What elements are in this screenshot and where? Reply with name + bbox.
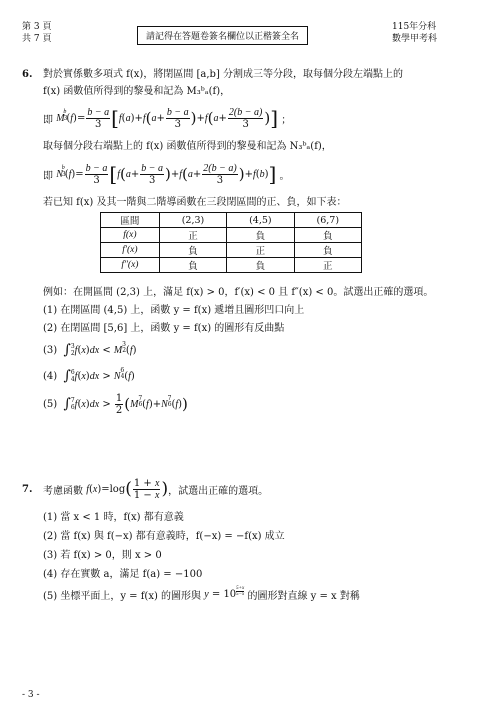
table-cell: f′(x) bbox=[101, 243, 160, 258]
q6-option-2: (2) 在閉區間 [5,6] 上，函數 y = f(x) 的圖形有反曲點 bbox=[43, 323, 285, 334]
q6-table-intro: 若已知 f(x) 及其一階與二階導函數在三段閉區間的正、負，如下表： bbox=[43, 197, 347, 208]
sign-table bbox=[100, 212, 362, 273]
table-cell: f(x) bbox=[101, 228, 160, 243]
table-cell: 負 bbox=[159, 243, 226, 258]
table-cell: 正 bbox=[294, 258, 361, 273]
q6-intro-line1: 對於實係數多項式 f(x)，將閉區間 [a,b] 分割成三等分段，取每個分段左端點上的 bbox=[43, 69, 404, 80]
table-row bbox=[101, 258, 362, 273]
q7-number: 7. bbox=[22, 484, 33, 495]
table-header-cell: (2,3) bbox=[159, 213, 226, 228]
option-label: (5) bbox=[43, 398, 58, 410]
q7-option-3: (3) 若 f(x) > 0，則 x > 0 bbox=[43, 550, 162, 561]
option-label: (5) 坐標平面上，y = f(x) 的圖形與 bbox=[43, 590, 202, 602]
table-header-cell: (6,7) bbox=[294, 213, 361, 228]
table-header-cell: 區間 bbox=[101, 213, 160, 228]
formula-n: 即 N 3 b ( f )= $\frac{b - a}{3}$ [ f ( a + $\frac{b - a}{3}$ ) + f ( a + $\frac{2(b - a)}{3}$ ) + f ( b ) ] 。 bbox=[43, 162, 290, 186]
formula-m: 即 M 3 b ( f )= $\frac{b - a}{3}$ [ f ( a )+ f ( a + $\frac{b - a}{3}$ ) + f ( a + $\frac{2(b - a)}{3}$ ) ] ； bbox=[43, 106, 292, 130]
exam-year: 115年分科 bbox=[392, 22, 437, 32]
q7-option-2: (2) 當 f(x) 與 f(−x) 都有意義時，f(−x) = −f(x) 成立 bbox=[43, 531, 285, 542]
table-cell: 負 bbox=[227, 228, 294, 243]
option-label: (3) bbox=[43, 344, 58, 356]
table-cell: f″(x) bbox=[101, 258, 160, 273]
footer-page-number: - 3 - bbox=[22, 690, 40, 700]
table-header-row bbox=[101, 213, 362, 228]
q6-intro-line2: f(x) 函數值所得到的黎曼和記為 M₃ᵇₐ(f)， bbox=[43, 86, 231, 97]
q6-option-1: (1) 在開區間 (4,5) 上，函數 y = f(x) 遞增且圖形凹口向上 bbox=[43, 305, 305, 316]
table-cell: 負 bbox=[294, 228, 361, 243]
signature-notice: 請記得在答題卷簽名欄位以正楷簽全名 bbox=[137, 26, 308, 45]
total-pages-header: 共 7 頁 bbox=[22, 34, 52, 44]
table-row bbox=[101, 243, 362, 258]
q6-option-3: (3) ∫ 3 2 f ( x ) dx < M 2 3 ( f ) bbox=[43, 340, 137, 358]
q7-option-5: (5) 坐標平面上，y = f(x) 的圖形與 y = 10 5+x 5−x 的圖形對直線 y = x 對稱 bbox=[43, 585, 360, 602]
table-row bbox=[101, 228, 362, 243]
q6-example: 例如：在開區間 (2,3) 上，滿足 f(x) > 0，f′(x) < 0 且 f″(x) < 0。試選出正確的選項。 bbox=[43, 287, 434, 298]
q7-option-4: (4) 存在實數 a，滿足 f(a) = −100 bbox=[43, 569, 203, 580]
table-cell: 負 bbox=[294, 243, 361, 258]
page-number-header: 第 3 頁 bbox=[22, 22, 52, 32]
table-header-cell: (4,5) bbox=[227, 213, 294, 228]
table-cell: 正 bbox=[227, 243, 294, 258]
q6-option-5: (5) ∫ 7 6 f ( x ) dx > $\frac{1}{2}$ ( M 6 7 ( f )+ N 6 7 ( f ) ) bbox=[43, 392, 188, 416]
q7-suffix: ，試選出正確的選項。 bbox=[168, 485, 269, 497]
option-tail: 的圖形對直線 y = x 對稱 bbox=[247, 590, 360, 602]
exam-subject: 數學甲考科 bbox=[392, 34, 438, 44]
q6-number: 6. bbox=[22, 69, 33, 80]
q7-option-1: (1) 當 x < 1 時，f(x) 都有意義 bbox=[43, 512, 184, 523]
table-cell: 負 bbox=[159, 258, 226, 273]
option-label: (4) bbox=[43, 370, 58, 382]
q6-option-4: (4) ∫ 6 4 f ( x ) dx > N 4 6 ( f ) bbox=[43, 366, 135, 384]
q7-prefix: 考慮函數 bbox=[43, 485, 83, 497]
table-cell: 正 bbox=[159, 228, 226, 243]
q6-mid-line: 取每個分段右端點上的 f(x) 函數值所得到的黎曼和記為 N₃ᵇₐ(f)， bbox=[43, 141, 332, 152]
q7-stem: 考慮函數 f ( x )=log ( $\frac{1 + x}{1 - x}$ ) ，試選出正確的選項。 bbox=[43, 477, 269, 501]
table-cell: 負 bbox=[227, 258, 294, 273]
